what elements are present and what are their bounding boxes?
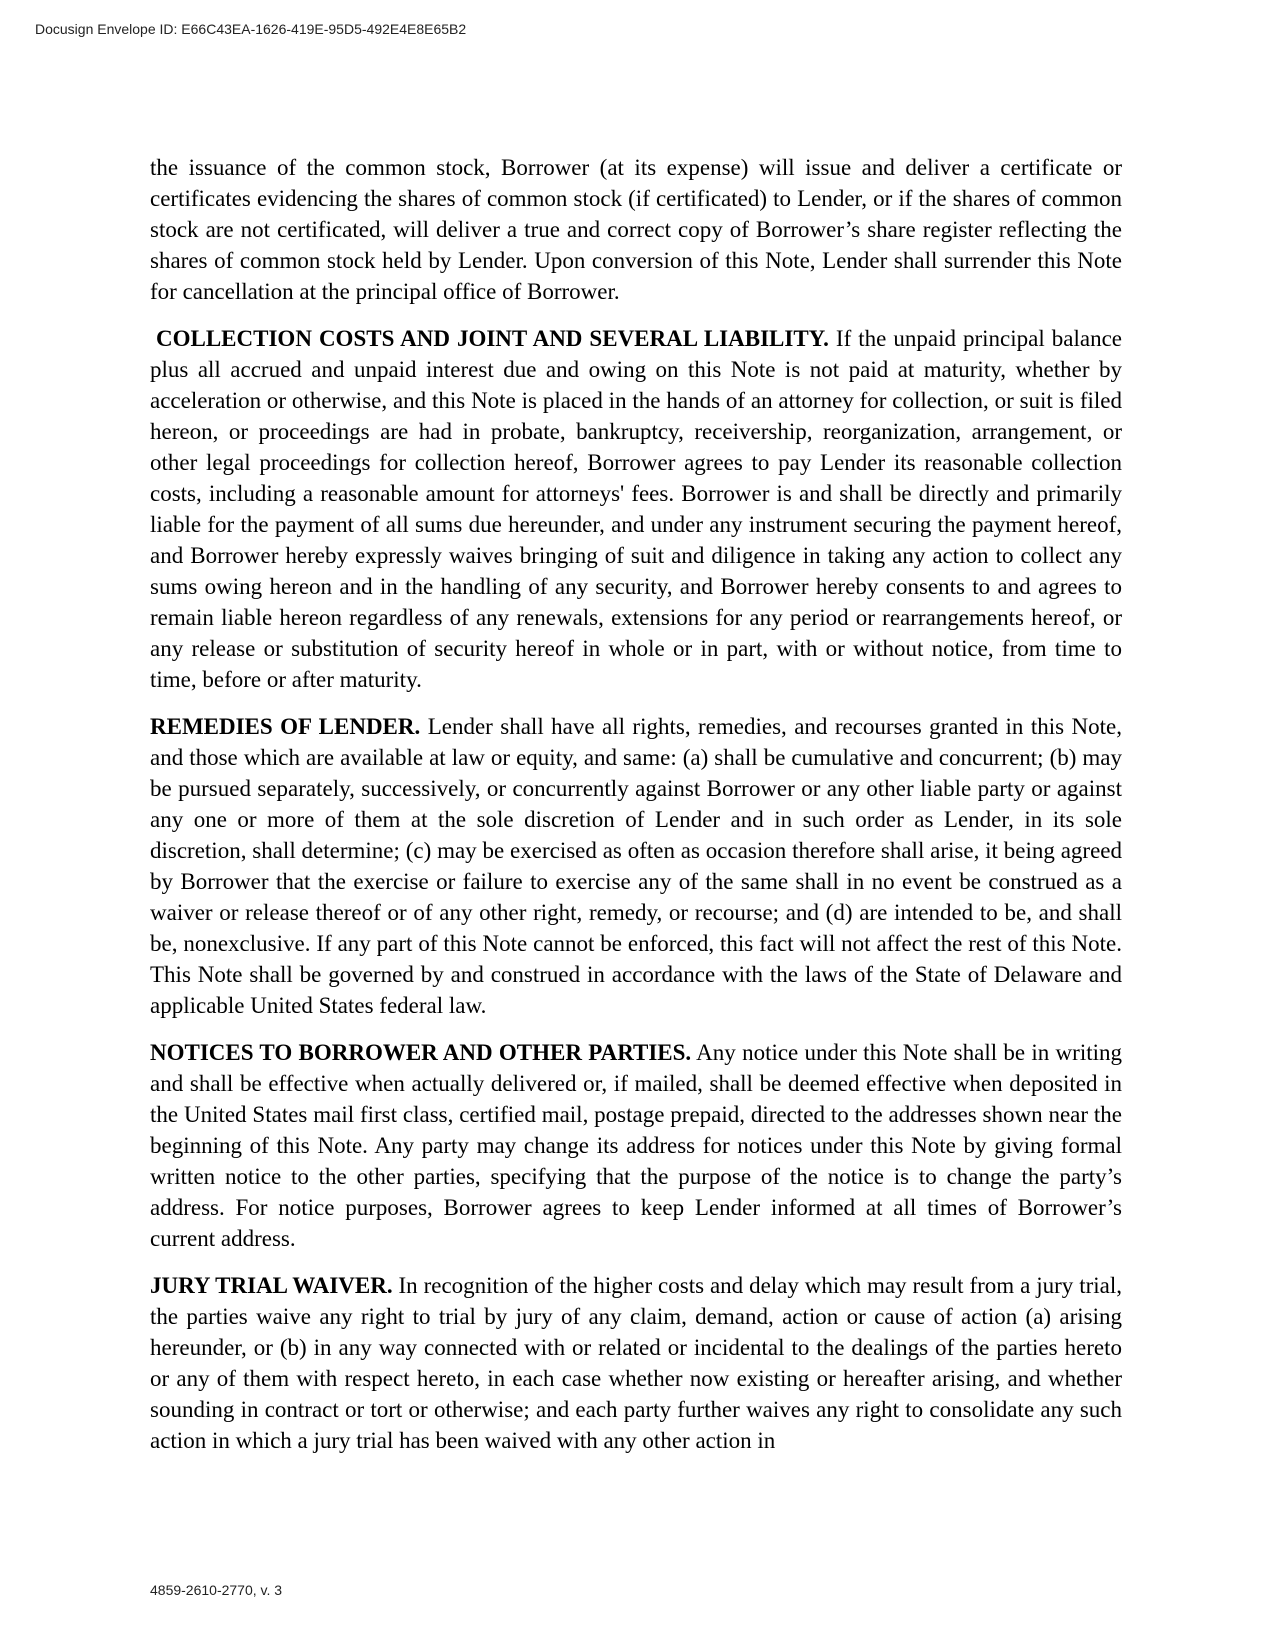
- paragraph-conversion-continued: [150, 152, 1122, 307]
- paragraph-collection-costs: [150, 323, 1122, 695]
- paragraph-text: Lender shall have all rights, remedies, and recourses granted in this Note, and those which are available at law or equity, and same: (a) shall be cumulative and concurrent; (b) may be pursued separately, successively, or concurrently against Borrower or any other liable party or against any one or more of them at the sole discretion of Lender and in such order as Lender, in its sole discretion, shall determine; (c) may be exercised as often as occasion therefore shall arise, it being agreed by Borrower that the exercise or failure to exercise any of the same shall in no event be construed as a waiver or release thereof or of any other right, remedy, or recourse; and (d) are intended to be, and shall be, nonexclusive. If any part of this Note cannot be enforced, this fact will not affect the rest of this Note. This Note shall be governed by and construed in accordance with the laws of the State of Delaware and applicable United States federal law.: [150, 714, 1122, 1018]
- document-body: [150, 152, 1122, 1472]
- envelope-id: Docusign Envelope ID: E66C43EA-1626-419E-95D5-492E4E8E65B2: [35, 21, 467, 37]
- section-heading-collection-costs: COLLECTION COSTS AND JOINT AND SEVERAL LIABILITY.: [156, 326, 829, 351]
- section-heading-notices: NOTICES TO BORROWER AND OTHER PARTIES.: [150, 1040, 692, 1065]
- footer-document-id: 4859-2610-2770, v. 3: [150, 1582, 283, 1598]
- paragraph-text: In recognition of the higher costs and delay which may result from a jury trial, the parties waive any right to trial by jury of any claim, demand, action or cause of action (a) arising hereunder, or (b) in any way connected with or related or incidental to the dealings of the parties hereto or any of them with respect hereto, in each case whether now existing or hereafter arising, and whether sounding in contract or tort or otherwise; and each party further waives any right to consolidate any such action in which a jury trial has been waived with any other action in: [150, 1273, 1122, 1453]
- section-heading-remedies: REMEDIES OF LENDER.: [150, 714, 421, 739]
- paragraph-jury-trial-waiver: [150, 1270, 1122, 1456]
- paragraph-remedies: [150, 711, 1122, 1021]
- paragraph-text: If the unpaid principal balance plus all accrued and unpaid interest due and owing on this Note is not paid at maturity, whether by acceleration or otherwise, and this Note is placed in the hands of an attorney for collection, or suit is filed hereon, or proceedings are had in probate, bankruptcy, receivership, reorganization, arrangement, or other legal proceedings for collection hereof, Borrower agrees to pay Lender its reasonable collection costs, including a reasonable amount for attorneys' fees. Borrower is and shall be directly and primarily liable for the payment of all sums due hereunder, and under any instrument securing the payment hereof, and Borrower hereby expressly waives bringing of suit and diligence in taking any action to collect any sums owing hereon and in the handling of any security, and Borrower hereby consents to and agrees to remain liable hereon regardless of any renewals, extensions for any period or rearrangements hereof, or any release or substitution of security hereof in whole or in part, with or without notice, from time to time, before or after maturity.: [150, 326, 1122, 692]
- paragraph-notices: [150, 1037, 1122, 1254]
- section-heading-jury-trial-waiver: JURY TRIAL WAIVER.: [150, 1273, 393, 1298]
- paragraph-text: the issuance of the common stock, Borrower (at its expense) will issue and deliver a certificate or certificates evidencing the shares of common stock (if certificated) to Lender, or if the shares of common stock are not certificated, will deliver a true and correct copy of Borrower’s share register reflecting the shares of common stock held by Lender. Upon conversion of this Note, Lender shall surrender this Note for cancellation at the principal office of Borrower.: [150, 155, 1122, 304]
- paragraph-text: Any notice under this Note shall be in writing and shall be effective when actually delivered or, if mailed, shall be deemed effective when deposited in the United States mail first class, certified mail, postage prepaid, directed to the addresses shown near the beginning of this Note. Any party may change its address for notices under this Note by giving formal written notice to the other parties, specifying that the purpose of the notice is to change the party’s address. For notice purposes, Borrower agrees to keep Lender informed at all times of Borrower’s current address.: [150, 1040, 1122, 1251]
